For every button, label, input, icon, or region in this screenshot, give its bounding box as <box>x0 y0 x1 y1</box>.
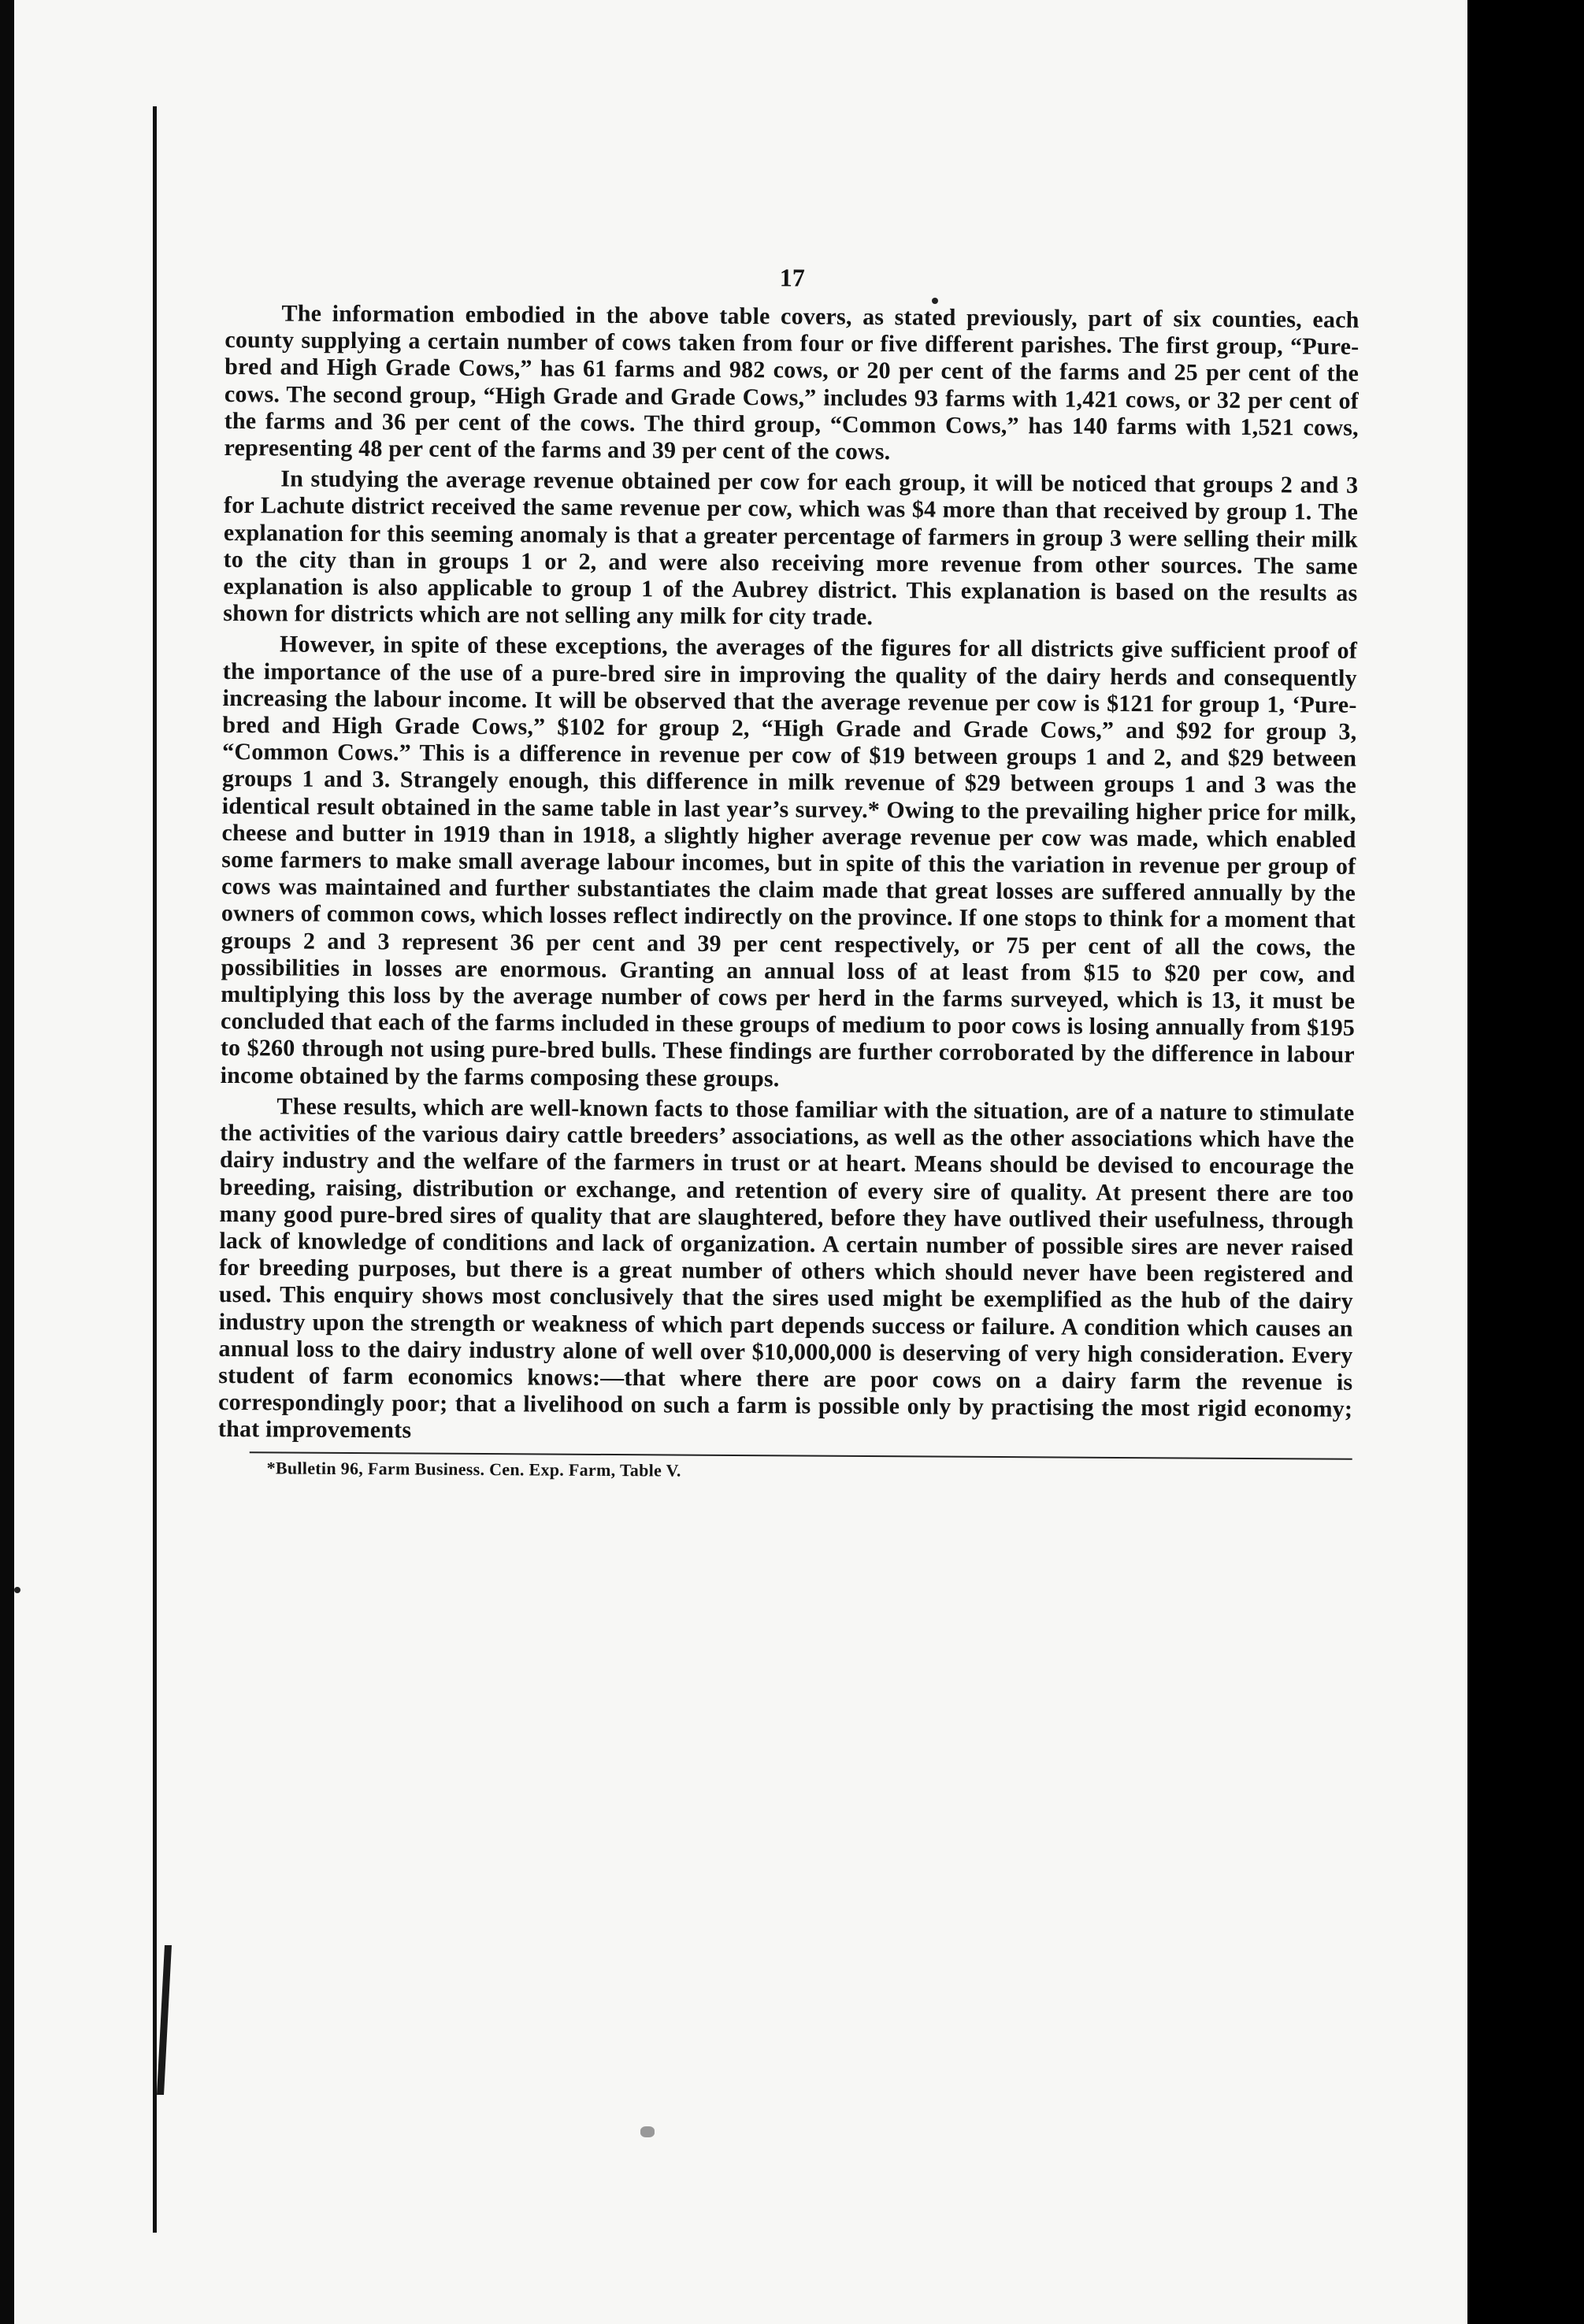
paragraph: These results, which are well-known facts to those familiar with the situation, are of a nature to stimulate the activities of the various dairy cattle breeders’ associations, as well as the other associations which have the dairy industry and the welfare of the farmers in trust or at heart. Means should be devised to encourage the breeding, raising, distribution or exchange, and retention of every sire of quality. At present there are too many good pure-bred sires of quality that are slaughtered, before they have outlived their usefulness, through lack of knowledge of conditions and lack of organization. A certain number of possible sires are never raised for breeding purposes, but there is a great number of others which should never have been registered and used. This enquiry shows most conclusively that the sires used might be exemplified as the hub of the dairy industry upon the strength or weakness of which part depends success or failure. A condition which causes an annual loss to the dairy industry alone of well over $10,000,000 is deserving of very high consideration. Every student of farm economics knows:—that where there are poor cows on a dairy farm the revenue is correspondingly poor; that a livelihood on such a farm is possible only by practising the most rigid economy; that improvements <box>217 1093 1355 1444</box>
binding-mark <box>157 1945 172 2095</box>
footnote: *Bulletin 96, Farm Business. Cen. Exp. Farm, Table V. <box>266 1457 681 1481</box>
paragraph: In studying the average revenue obtained per cow for each group, it will be noticed that groups 2 and 3 for Lachute district received the same revenue per cow, which was $4 more than that received by group 1. The explanation for this seeming anomaly is that a greater percentage of farmers in group 3 were selling their milk to the city than in groups 1 or 2, and were also receiving more revenue from other sources. The same explanation is also applicable to group 1 of the Aubrey district. This explanation is based on the results as shown for districts which are not selling any milk for city trade. <box>223 465 1359 631</box>
paragraph: The information embodied in the above table covers, as stated previously, part of six counties, each county supplying a certain number of cows taken from four or five different parishes. The first group, “Pure-bred and High Grade Cows,” has 61 farms and 982 cows, or 20 per cent of the farms and 25 per cent of the cows. The second group, “High Grade and Grade Cows,” includes 93 farms with 1,421 cows, or 32 per cent of the farms and 36 per cent of the cows. The third group, “Common Cows,” has 140 farms with 1,521 cows, representing 48 per cent of the farms and 39 per cent of the cows. <box>224 300 1360 465</box>
scan-border-right <box>1467 0 1584 2324</box>
page-body <box>218 260 1360 1484</box>
document-page <box>14 0 1467 2324</box>
paragraph: However, in spite of these exceptions, the averages of the figures for all districts give sufficient proof of the importance of the use of a pure-bred sire in improving the quality of the dairy herds and consequently increasing the labour income. It will be observed that the average revenue per cow is $121 for group 1, ‘Pure-bred and High Grade Cows,” $102 for group 2, “High Grade and Grade Cows,” and $92 for group 3, “Common Cows.” This is a difference in revenue per cow of $19 between groups 1 and 2, and $29 between groups 1 and 3. Strangely enough, this difference in milk revenue of $29 between groups 1 and 3 was the identical result obtained in the same table in last year’s survey.* Owing to the prevailing higher price for milk, cheese and butter in 1919 than in 1918, a slightly higher average revenue per cow was made, which enabled some farmers to make small average labour incomes, but in spite of this the variation in revenue per group of cows was maintained and further substantiates the claim made that great losses are suffered annually by the owners of common cows, which losses reflect indirectly on the province. If one stops to think for a moment that groups 2 and 3 represent 36 per cent and 39 per cent respectively, or 75 per cent of all the cows, the possibilities in losses are enormous. Granting an annual loss of at least from $15 to $20 per cow, and multiplying this loss by the average number of cows per herd in the farms surveyed, which is 13, it must be concluded that each of the farms included in these groups of medium to poor cows is losing annually from $195 to $260 through not using pure-bred bulls. These findings are further corroborated by the difference in labour income obtained by the farms composing these groups. <box>220 631 1358 1092</box>
binding-fold-line <box>153 106 157 2233</box>
scan-speck <box>14 1587 20 1593</box>
page-number: 17 <box>779 263 805 292</box>
scan-speck <box>640 2126 655 2137</box>
